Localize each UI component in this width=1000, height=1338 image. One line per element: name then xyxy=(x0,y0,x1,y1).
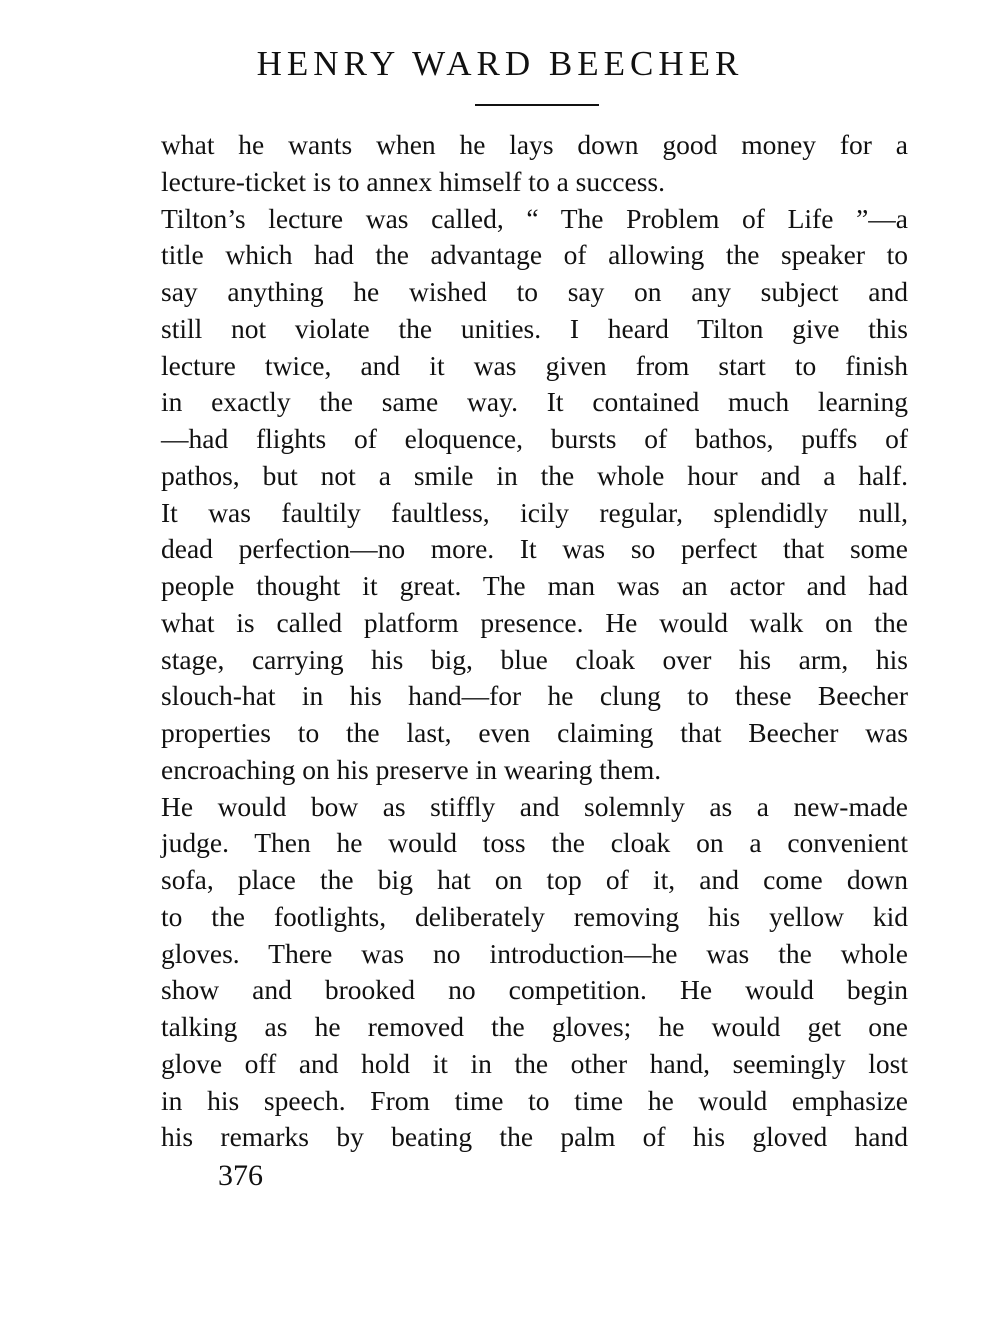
text-line: talking as he removed the gloves; he would get one xyxy=(161,1011,908,1042)
body-text xyxy=(161,127,908,1156)
text-line: He would bow as stiffly and solemnly as a new-made xyxy=(161,790,908,822)
text-line: properties to the last, even claiming that Beecher was xyxy=(161,717,908,748)
text-line: encroaching on his preserve in wearing them. xyxy=(161,753,662,785)
text-line: pathos, but not a smile in the whole hour and a half. xyxy=(161,459,908,491)
text-line: Tilton’s lecture was called, “ The Problem of Life ”—a xyxy=(161,202,908,234)
page-number: 376 xyxy=(218,1159,263,1192)
text-line: in exactly the same way. It contained much learning xyxy=(161,386,908,418)
text-line: what he wants when he lays down good money for a xyxy=(161,129,908,160)
text-line: still not violate the unities. I heard Tilton give this xyxy=(161,312,908,344)
text-line: title which had the advantage of allowing the speaker to xyxy=(161,239,908,271)
text-line: glove off and hold it in the other hand, seemingly lost xyxy=(161,1047,908,1079)
running-head: HENRY WARD BEECHER xyxy=(256,44,744,83)
text-line: what is called platform presence. He would walk on the xyxy=(161,606,908,638)
text-line: gloves. There was no introduction—he was the whole xyxy=(161,937,908,969)
text-line: show and brooked no competition. He would begin xyxy=(161,974,908,1006)
text-line: people thought it great. The man was an actor and had xyxy=(161,570,908,601)
text-line: It was faultily faultless, icily regular, splendidly null, xyxy=(161,496,908,528)
text-line: lecture-ticket is to annex himself to a success. xyxy=(161,165,665,197)
header-rule xyxy=(475,104,599,106)
text-line: in his speech. From time to time he would emphasize xyxy=(161,1084,908,1116)
text-line: say anything he wished to say on any subject and xyxy=(161,276,908,307)
text-line: judge. Then he would toss the cloak on a convenient xyxy=(161,827,908,859)
text-line: —had flights of eloquence, bursts of bathos, puffs of xyxy=(161,423,908,454)
text-line: dead perfection—no more. It was so perfect that some xyxy=(161,533,908,565)
text-line: to the footlights, deliberately removing his yellow kid xyxy=(161,900,908,932)
text-line: lecture twice, and it was given from start to finish xyxy=(161,349,908,381)
text-line: his remarks by beating the palm of his gloved hand xyxy=(161,1121,908,1153)
text-line: sofa, place the big hat on top of it, and come down xyxy=(161,864,908,895)
text-line: stage, carrying his big, blue cloak over his arm, his xyxy=(161,643,908,675)
text-line: slouch-hat in his hand—for he clung to these Beecher xyxy=(161,680,908,712)
